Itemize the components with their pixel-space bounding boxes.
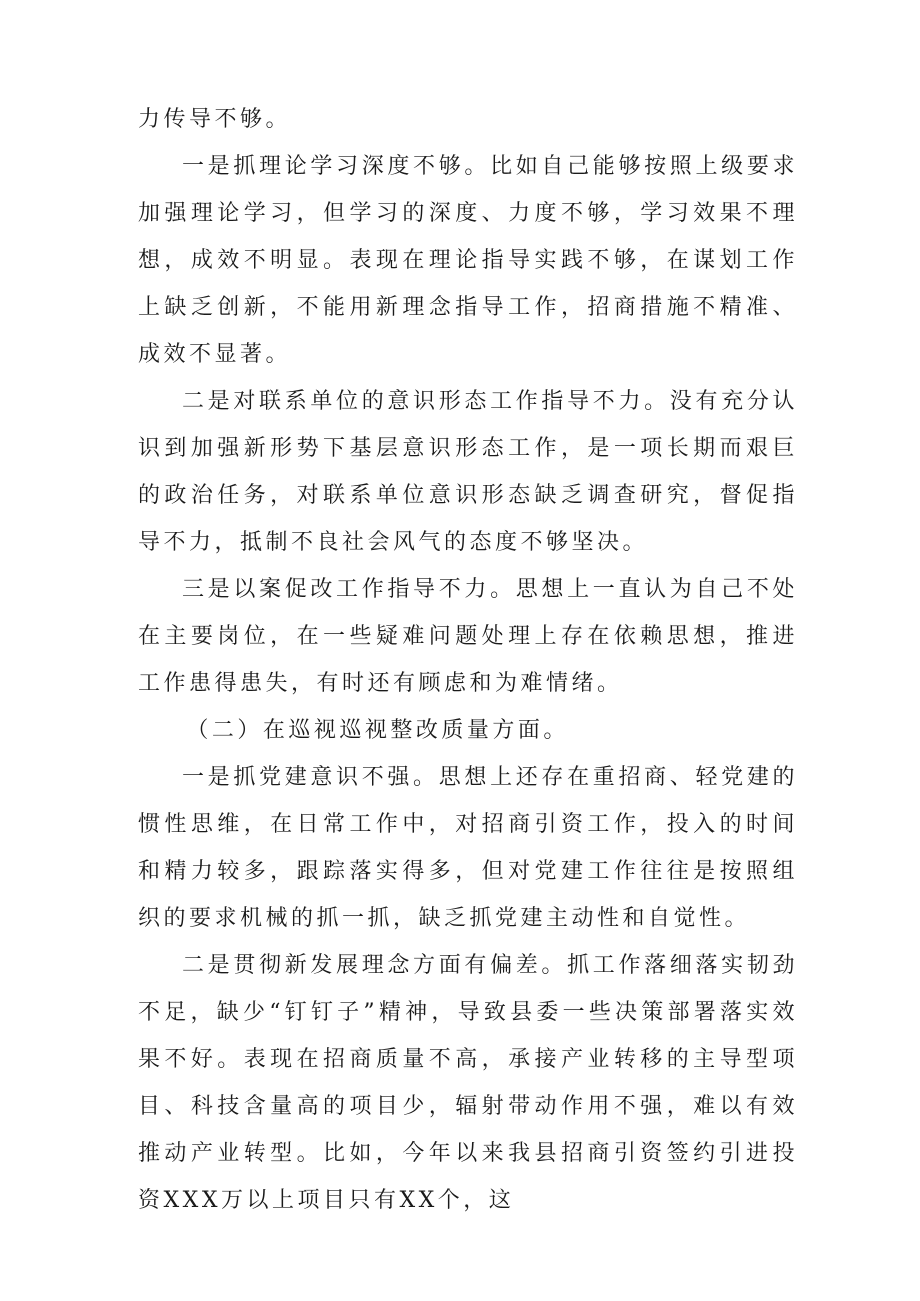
document-body bbox=[138, 96, 798, 1224]
paragraph-section2-point-2: 二是贯彻新发展理念方面有偏差。抓工作落细落实韧劲不足，缺少“钉钉子”精神，导致县委一些决策部署落实效果不好。表现在招商质量不高，承接产业转移的主导型项目、科技含量高的项目少，辐射带动作用不强，难以有效推动产业转型。比如，今年以来我县招商引资签约引进投资XXX万以上项目只有XX个，这 bbox=[138, 953, 798, 1213]
section-heading: （二）在巡视巡视整改质量方面。 bbox=[186, 718, 569, 743]
paragraph-continuation: 力传导不够。 bbox=[138, 107, 292, 132]
paragraph-section2-point-1: 一是抓党建意识不强。思想上还存在重招商、轻党建的惯性思维，在日常工作中，对招商引资工作，投入的时间和精力较多，跟踪落实得多，但对党建工作往往是按照组织的要求机械的抓一抓，缺乏抓党建主动性和自觉性。 bbox=[138, 765, 798, 931]
paragraph-point-1: 一是抓理论学习深度不够。比如自己能够按照上级要求加强理论学习，但学习的深度、力度不够，学习效果不理想，成效不明显。表现在理论指导实践不够，在谋划工作上缺乏创新，不能用新理念指导工作，招商措施不精准、成效不显著。 bbox=[138, 154, 798, 367]
paragraph-point-3: 三是以案促改工作指导不力。思想上一直认为自己不处在主要岗位，在一些疑难问题处理上存在依赖思想，推进工作患得患失，有时还有顾虑和为难情绪。 bbox=[138, 577, 798, 696]
paragraph-point-2: 二是对联系单位的意识形态工作指导不力。没有充分认识到加强新形势下基层意识形态工作，是一项长期而艰巨的政治任务，对联系单位意识形态缺乏调查研究，督促指导不力，抵制不良社会风气的态度不够坚决。 bbox=[138, 389, 798, 555]
